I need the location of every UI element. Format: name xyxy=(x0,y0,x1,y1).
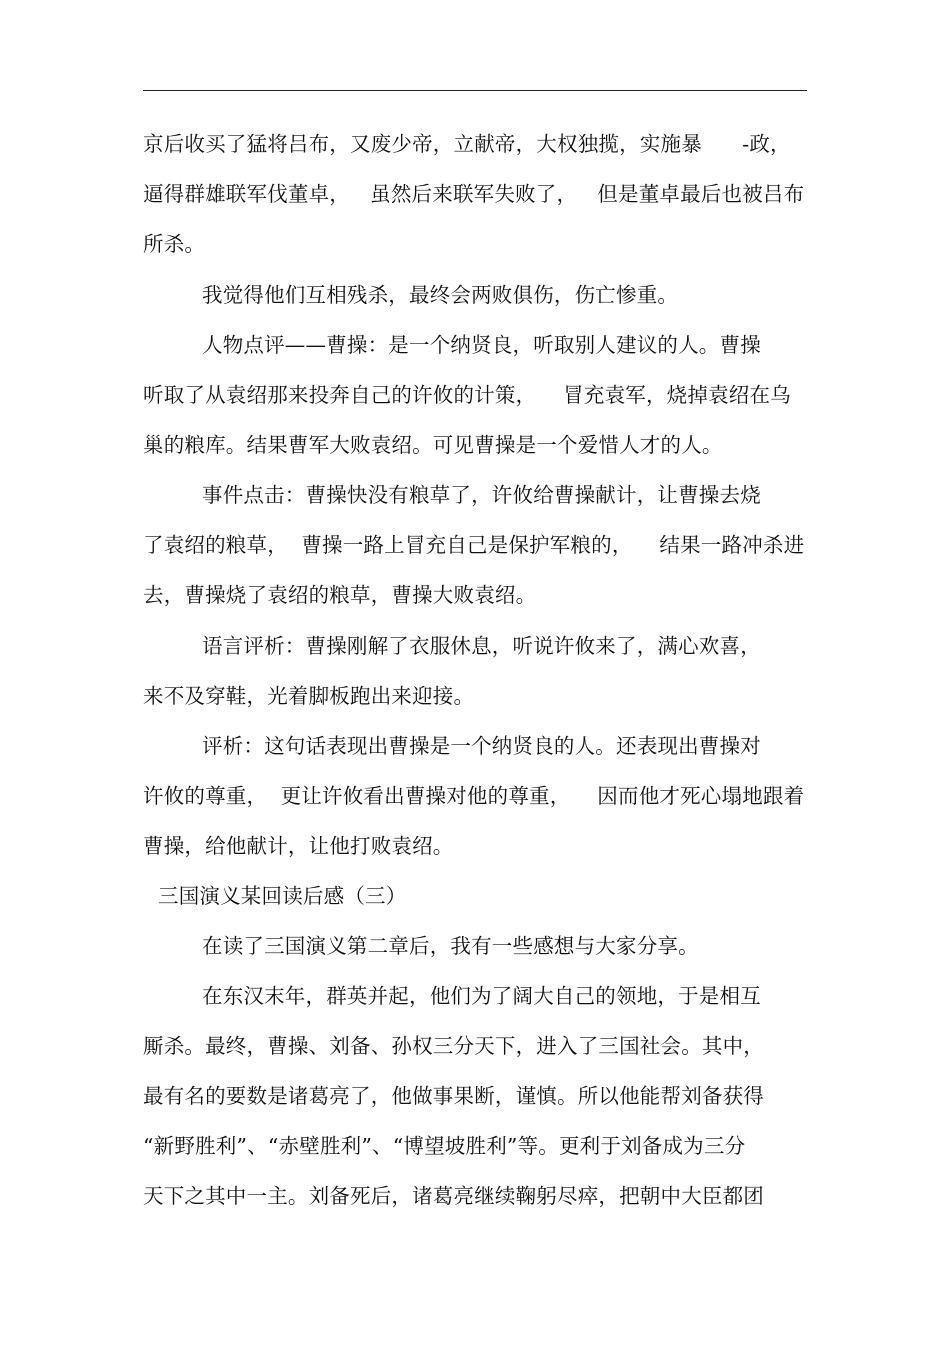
paragraph-line: 语言评析：曹操刚解了衣服休息，听说许攸来了，满心欢喜， xyxy=(202,634,761,658)
text-line: 厮杀。最终，曹操、刘备、孙权三分天下，进入了三国社会。其中， xyxy=(143,1034,764,1058)
text-line: 许攸的尊重， 更让许攸看出曹操对他的尊重， 因而他才死心塌地跟着 xyxy=(143,784,805,808)
paragraph-line: 事件点击：曹操快没有粮草了，许攸给曹操献计，让曹操去烧 xyxy=(202,483,761,507)
text-line: 了袁绍的粮草， 曹操一路上冒充自己是保护军粮的， 结果一路冲杀进 xyxy=(143,533,805,557)
paragraph-line: 在读了三国演义第二章后，我有一些感想与大家分享。 xyxy=(202,934,699,958)
text-line: 京后收买了猛将吕布，又废少帝，立献帝，大权独揽，实施暴 -政， xyxy=(143,132,791,156)
text-line: 巢的粮库。结果曹军大败袁绍。可见曹操是一个爱惜人才的人。 xyxy=(143,433,723,457)
text-line: 逼得群雄联军伐董卓， 虽然后来联军失败了， 但是董卓最后也被吕布 xyxy=(143,182,805,206)
text-line: “新野胜利”、“赤壁胜利”、“博望坡胜利”等。更利于刘备成为三分 xyxy=(143,1134,746,1158)
text-line: 来不及穿鞋，光着脚板跑出来迎接。 xyxy=(143,684,475,708)
paragraph-line: 评析：这句话表现出曹操是一个纳贤良的人。还表现出曹操对 xyxy=(202,734,761,758)
text-line: 曹操，给他献计，让他打败袁绍。 xyxy=(143,834,454,858)
text-line: 所杀。 xyxy=(143,232,206,256)
text-line: 去，曹操烧了袁绍的粮草，曹操大败袁绍。 xyxy=(143,583,537,607)
section-heading: 三国演义某回读后感（三） xyxy=(158,884,407,908)
paragraph-line: 在东汉末年，群英并起，他们为了阔大自己的领地，于是相互 xyxy=(202,984,761,1008)
paragraph-line: 我觉得他们互相残杀，最终会两败俱伤，伤亡惨重。 xyxy=(202,283,679,307)
paragraph-line: 人物点评——曹操：是一个纳贤良，听取别人建议的人。曹操 xyxy=(202,333,761,357)
text-line: 天下之其中一主。刘备死后，诸葛亮继续鞠躬尽瘁，把朝中大臣都团 xyxy=(143,1184,764,1208)
header-rule xyxy=(143,90,807,91)
text-line: 听取了从袁绍那来投奔自己的许攸的计策， 冒充袁军，烧掉袁绍在乌 xyxy=(143,383,791,407)
text-line: 最有名的要数是诸葛亮了，他做事果断，谨慎。所以他能帮刘备获得 xyxy=(143,1084,764,1108)
